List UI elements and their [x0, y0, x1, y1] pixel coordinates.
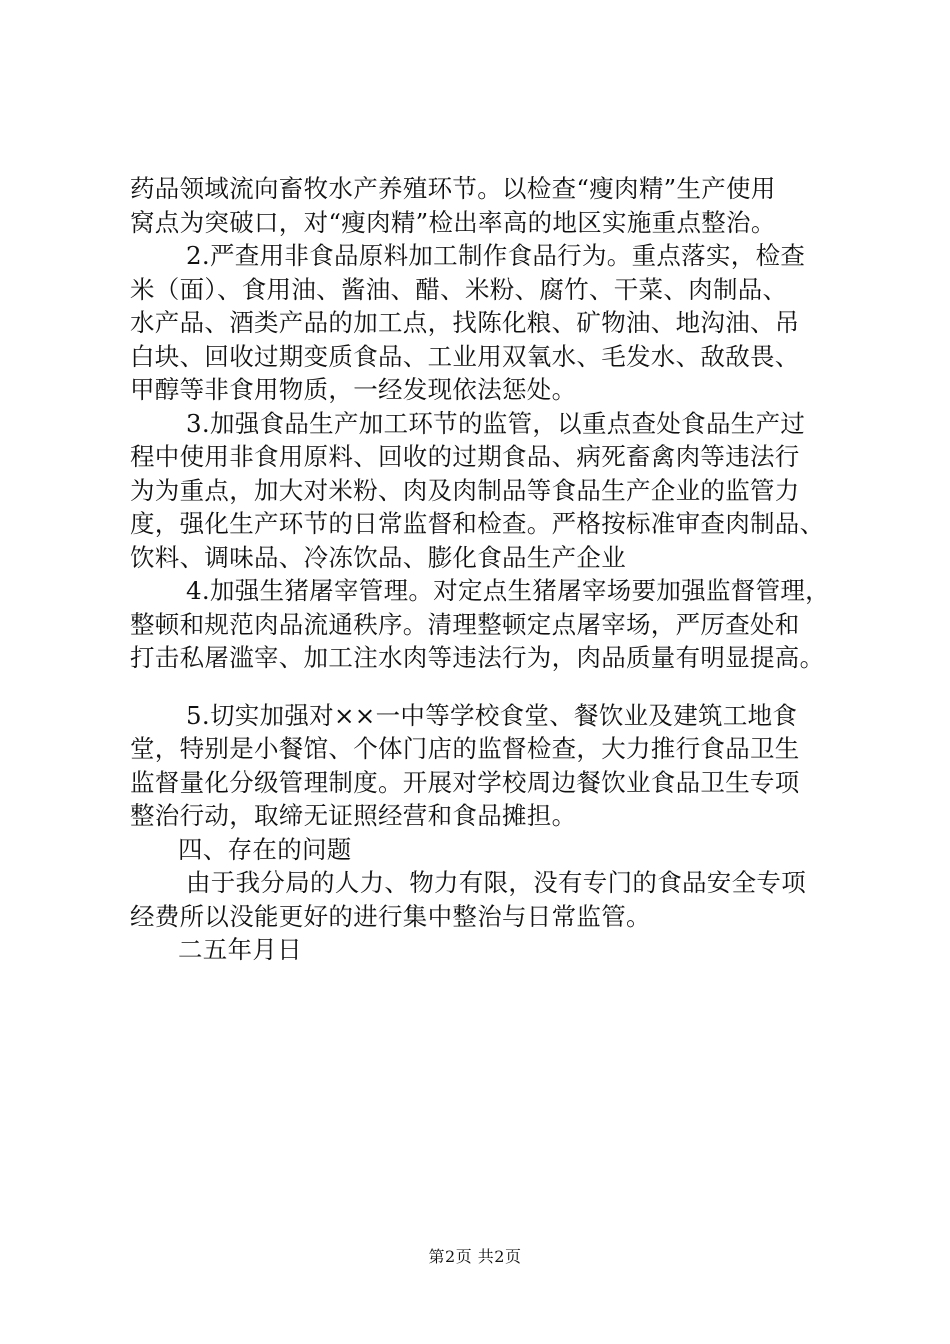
paragraph-line: 甲醇等非食用物质，一经发现依法惩处。 — [130, 375, 577, 404]
date-line: 二五年月日 — [178, 935, 302, 964]
paragraph-line: 5.切实加强对××一中等学校食堂、餐饮业及建筑工地食 — [186, 700, 798, 730]
paragraph-line: 经费所以没能更好的进行集中整治与日常监管。 — [130, 901, 651, 931]
paragraph-line: 打击私屠滥宰、加工注水肉等违法行为，肉品质量有明显提高。 — [130, 643, 825, 672]
paragraph-line: 2.严查用非食品原料加工制作食品行为。重点落实，检查 — [186, 241, 806, 270]
paragraph-line: 为为重点，加大对米粉、肉及肉制品等食品生产企业的监管力 — [130, 475, 800, 505]
paragraph-line: 米（面）、食用油、酱油、醋、米粉、腐竹、干菜、肉制品、 — [130, 274, 788, 304]
page-number-footer: 第2页 共2页 — [428, 1247, 522, 1266]
paragraph-line: 饮料、调味品、冷冻饮品、膨化食品生产企业 — [130, 542, 626, 572]
paragraph-line: 整顿和规范肉品流通秩序。清理整顿定点屠宰场，严厉查处和 — [130, 609, 800, 639]
paragraph-line: 由于我分局的人力、物力有限，没有专门的食品安全专项 — [186, 868, 806, 897]
section-heading: 四、存在的问题 — [178, 834, 352, 864]
paragraph-line: 药品领域流向畜牧水产养殖环节。以检查“瘦肉精”生产使用 — [130, 174, 776, 203]
paragraph-line: 窝点为突破口，对“瘦肉精”检出率高的地区实施重点整治。 — [130, 207, 776, 237]
paragraph-line: 度，强化生产环节的日常监督和检查。严格按标准审查肉制品、 — [130, 509, 825, 538]
paragraph-line: 整治行动，取缔无证照经营和食品摊担。 — [130, 801, 577, 830]
paragraph-line: 4.加强生猪屠宰管理。对定点生猪屠宰场要加强监督管理， — [186, 576, 830, 605]
paragraph-line: 堂，特别是小餐馆、个体门店的监督检查，大力推行食品卫生 — [130, 734, 800, 763]
document-body — [130, 172, 850, 967]
paragraph-line: 程中使用非食用原料、回收的过期食品、病死畜禽肉等违法行 — [130, 442, 800, 471]
paragraph-line: 监督量化分级管理制度。开展对学校周边餐饮业食品卫生专项 — [130, 767, 800, 797]
paragraph-line: 水产品、酒类产品的加工点，找陈化粮、矿物油、地沟油、吊 — [130, 308, 800, 337]
paragraph-line: 3.加强食品生产加工环节的监管，以重点查处食品生产过 — [186, 408, 806, 438]
paragraph-gap — [130, 675, 850, 699]
paragraph-line: 白块、回收过期变质食品、工业用双氧水、毛发水、敌敌畏、 — [130, 341, 800, 371]
